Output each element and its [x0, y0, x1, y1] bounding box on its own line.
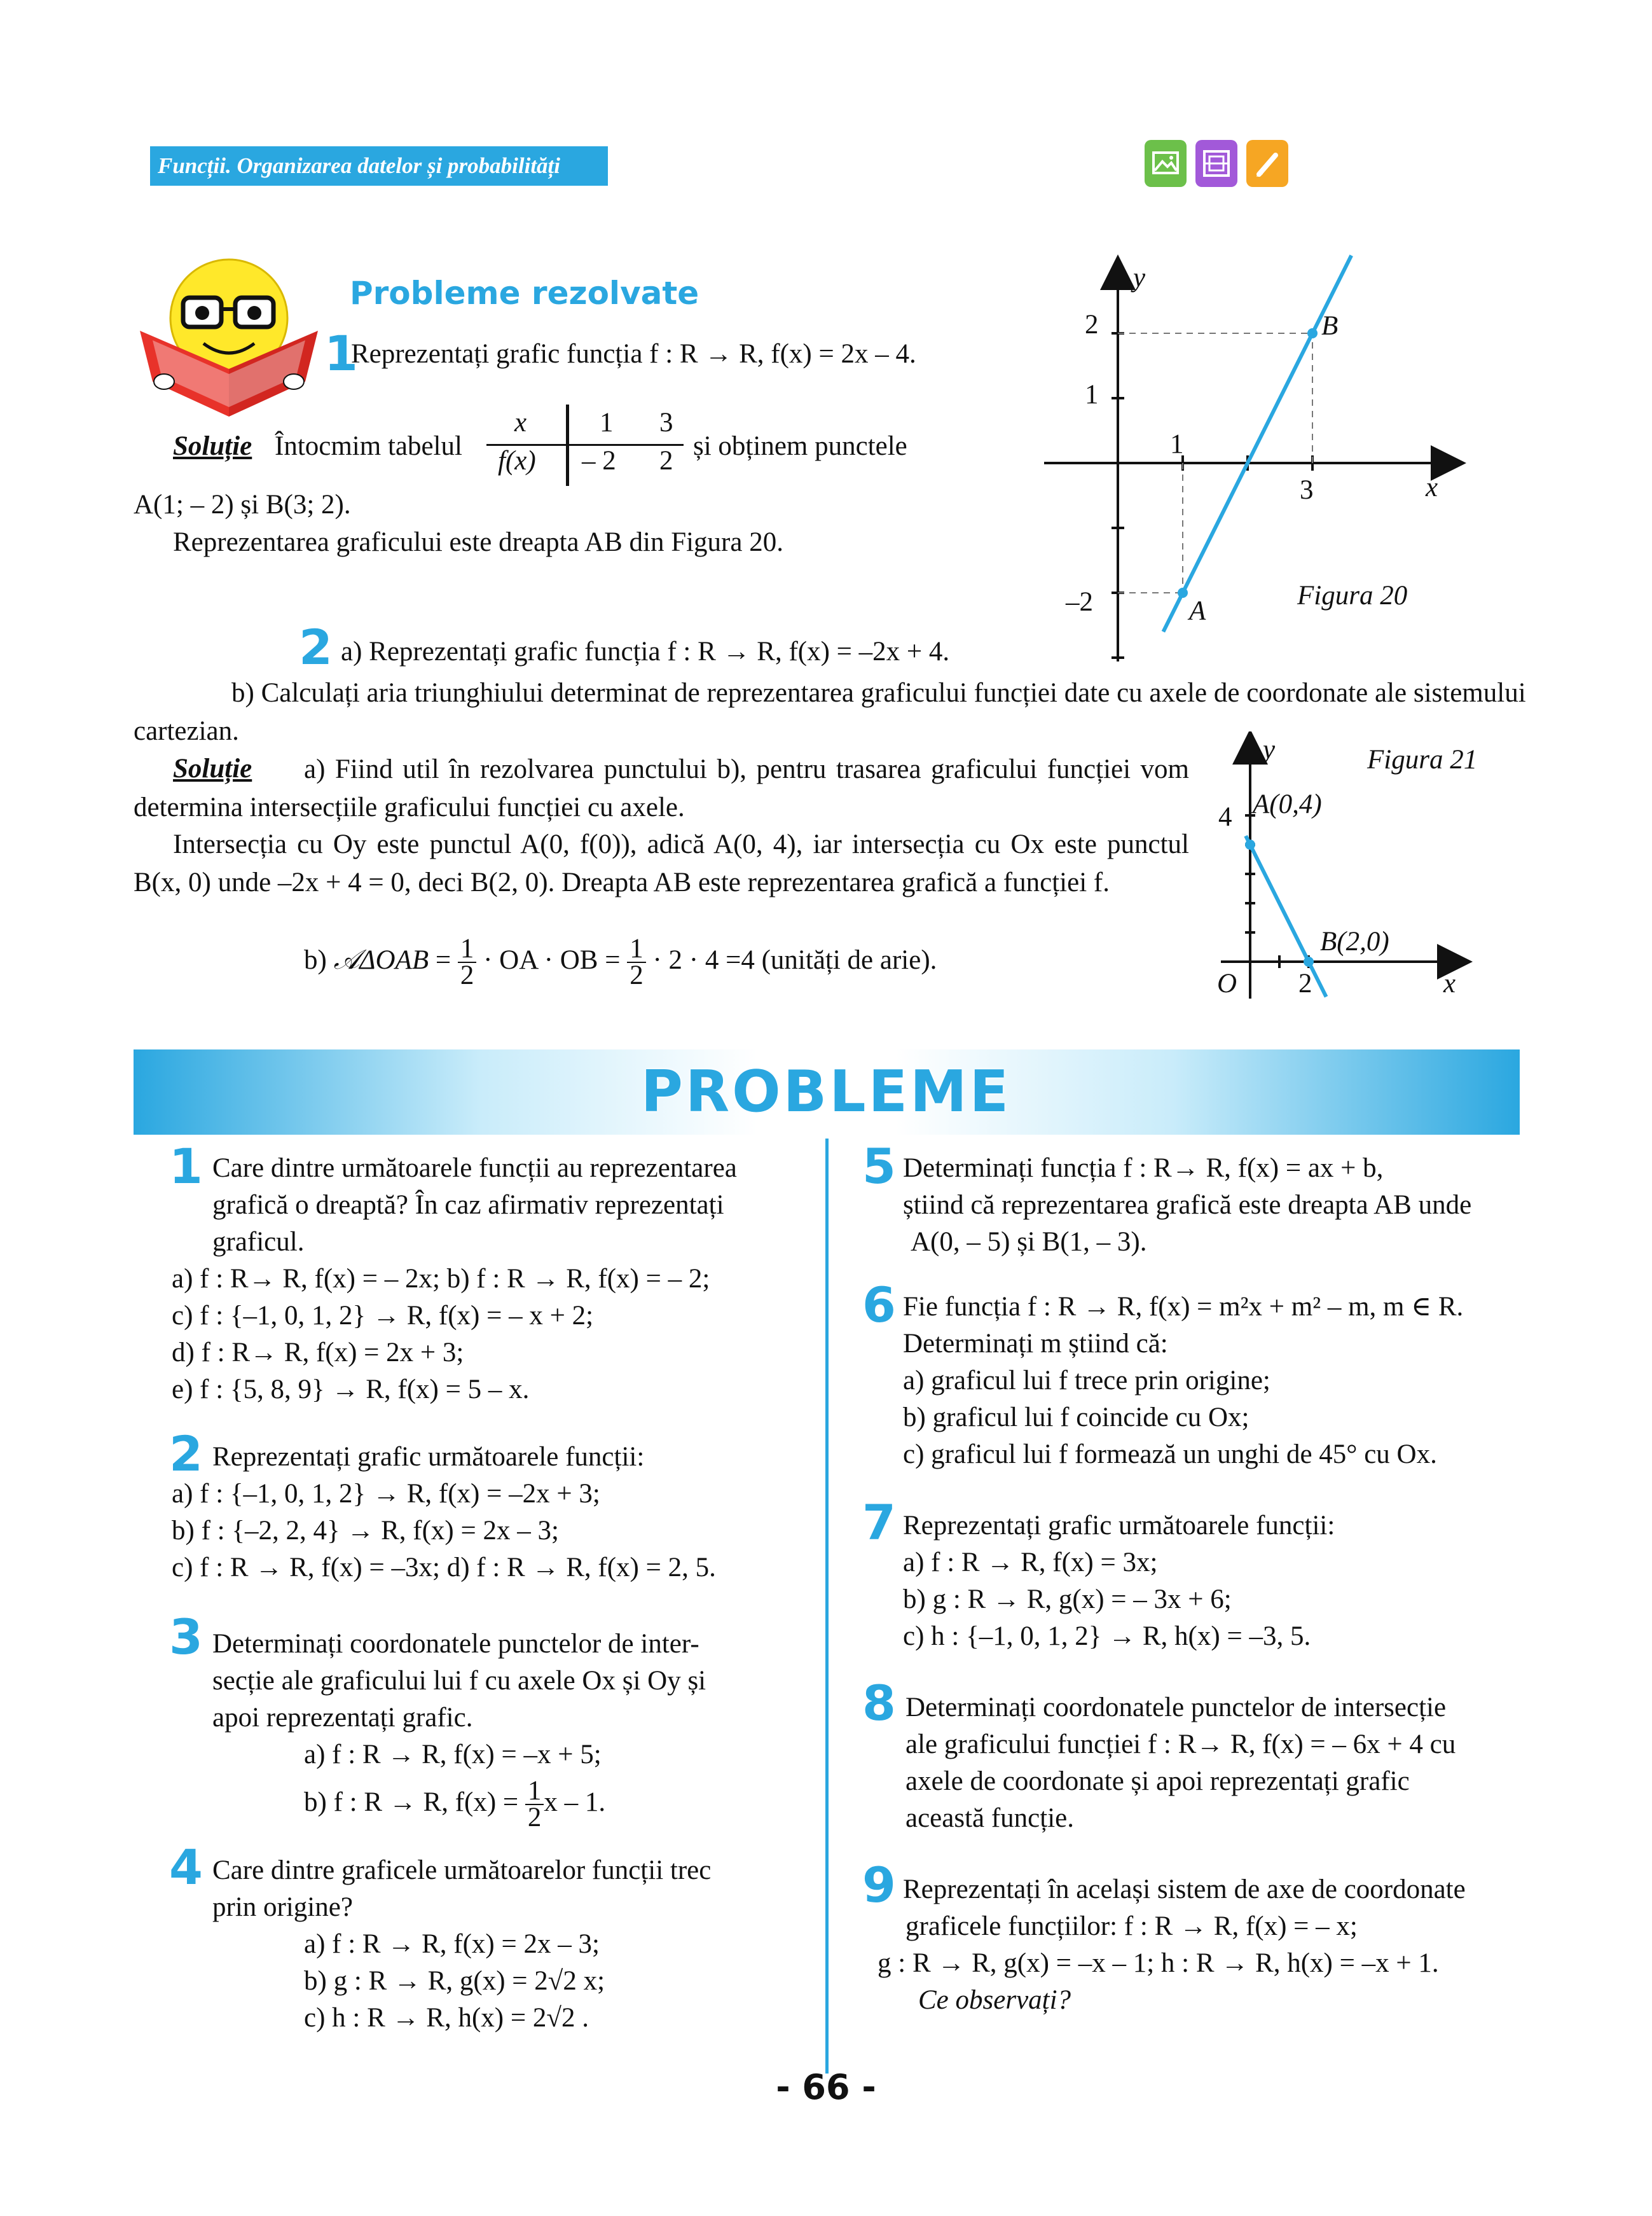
problem-line: Reprezentați grafic următoarele funcții:	[212, 1442, 645, 1472]
fig21-point-b: B(2,0)	[1320, 927, 1389, 957]
problem-number: 1	[324, 325, 358, 382]
fig20-tick-ym2: –2	[1066, 587, 1093, 617]
problem-line: Fie funcția f : R → R, f(x) = m²x + m² – m, m ∈ R.	[903, 1292, 1464, 1322]
page-number: - 66 -	[776, 2067, 876, 2107]
problem-line: e) f : {5, 8, 9} → R, f(x) = 5 – x.	[172, 1375, 530, 1404]
problem-line: c) h : {–1, 0, 1, 2} → R, h(x) = –3, 5.	[903, 1621, 1311, 1651]
film-icon[interactable]	[1195, 140, 1237, 187]
fig21-label-x: x	[1443, 969, 1456, 999]
problem-line: a) f : {–1, 0, 1, 2} → R, f(x) = –2x + 3;	[172, 1479, 600, 1509]
problem-line: a) f : R → R, f(x) = –x + 5;	[304, 1740, 602, 1769]
table-header-fx: f(x)	[498, 446, 536, 476]
table-fx-1: – 2	[582, 446, 616, 476]
solved-problems-title: Probleme rezolvate	[350, 275, 699, 312]
solution-label: Soluție	[173, 754, 252, 784]
table-hline	[486, 444, 684, 446]
problem-line: apoi reprezentați grafic.	[212, 1703, 473, 1733]
fig20-tick-x3: 3	[1300, 475, 1314, 505]
point-a-marker	[1178, 588, 1188, 598]
problem-line: Reprezentați grafic următoarele funcții:	[903, 1511, 1335, 1541]
problem-number: 7	[862, 1494, 896, 1551]
problem-number: 6	[862, 1277, 896, 1333]
problem-line: c) f : R → R, f(x) = –3x; d) f : R → R, f(x) = 2, 5.	[172, 1553, 716, 1582]
problem-line: b) g : R → R, g(x) = – 3x + 6;	[903, 1584, 1232, 1614]
points-text: A(1; – 2) și B(3; 2).	[134, 490, 351, 520]
point-a-marker	[1245, 840, 1255, 850]
problem-line: A(0, – 5) și B(1, – 3).	[911, 1227, 1147, 1257]
fig20-point-a: A	[1189, 596, 1206, 626]
problem-line: această funcție.	[905, 1803, 1074, 1833]
problem-line: graficul.	[212, 1227, 305, 1257]
problem-line: b) f : R → R, f(x) = $\frac{1}{2}$ x – 1.	[304, 1776, 606, 1832]
table-outro: și obținem punctele	[693, 431, 907, 461]
problem-line: știind că reprezentarea grafică este dreapta AB unde	[903, 1190, 1472, 1220]
fig20-label-y: y	[1133, 263, 1146, 293]
problem-statement-b: b) Calculați aria triunghiului determinat de reprezentarea graficului funcției date cu axele de coordonate ale sistemului cartezian.	[134, 678, 1526, 746]
problem-number: 3	[169, 1609, 203, 1665]
chapter-header: Funcții. Organizarea datelor și probabilități	[150, 146, 608, 186]
reading-smiley-icon	[134, 254, 324, 420]
fig21-tick-y4: 4	[1218, 802, 1232, 832]
table-intro: Întocmim tabelul	[275, 431, 462, 461]
problem-8	[865, 1689, 1526, 1837]
solution-part-a: a) Fiind util în rezolvarea punctului b), pentru trasarea graficului funcției vom determina intersecțiile graficului funcției cu axele.	[134, 754, 1189, 822]
fig21-tick-x2: 2	[1298, 969, 1312, 999]
problem-line: g : R → R, g(x) = –x – 1; h : R → R, h(x) = –x + 1.	[878, 1948, 1439, 1978]
problem-3	[134, 1626, 795, 1831]
area-end: · 2 · 4 =4 (unități de arie).	[652, 945, 937, 975]
problem-line: a) f : R → R, f(x) = 3x;	[903, 1548, 1158, 1577]
value-table	[480, 405, 690, 487]
problem-line: axele de coordonate și apoi reprezentați grafic	[905, 1766, 1410, 1796]
problem-5	[865, 1150, 1526, 1261]
table-header-x: x	[514, 408, 527, 438]
fraction: $\frac{1}{2}$	[525, 1778, 544, 1831]
fig20-point-b: B	[1321, 311, 1339, 341]
graph-line	[1246, 836, 1326, 997]
problems-title: PROBLEME	[640, 1058, 1012, 1125]
problem-line: Ce observați?	[918, 1985, 1071, 2015]
problem-statement-a: a) Reprezentați grafic funcția f : R → R, f(x) = –2x + 4.	[341, 637, 950, 667]
problem-line: secție ale graficului lui f cu axele Ox și Oy și	[212, 1666, 706, 1696]
problem-line: Care dintre graficele următoarelor funcții trec	[212, 1855, 712, 1885]
area-symbol: 𝒜ΔOAB	[333, 945, 429, 975]
problem-line: a) graficul lui f trece prin origine;	[903, 1366, 1270, 1395]
problem-4	[134, 1852, 795, 2037]
table-x-2: 3	[659, 408, 673, 438]
problem-number: 1	[169, 1138, 203, 1195]
problem-number: 4	[169, 1839, 203, 1895]
problem-line: prin origine?	[212, 1892, 353, 1922]
problem-number: 9	[862, 1857, 896, 1913]
fig21-label-y: y	[1263, 735, 1276, 765]
problem-line: grafică o dreaptă? În caz afirmativ reprezentați	[212, 1190, 724, 1220]
area-prefix: b)	[304, 945, 327, 975]
solution-label: Soluție	[173, 431, 252, 461]
table-fx-2: 2	[659, 446, 673, 476]
problem-line: Determinați m știind că:	[903, 1329, 1168, 1359]
fraction: $\frac{1}{2}$	[627, 936, 646, 988]
problem-line: b) graficul lui f coincide cu Ox;	[903, 1402, 1249, 1432]
problem-statement: Reprezentați grafic funcția f : R → R, f(x) = 2x – 4.	[351, 339, 916, 369]
problem-line: c) graficul lui f formează un unghi de 45° cu Ox.	[903, 1439, 1437, 1469]
pencil-icon[interactable]	[1246, 140, 1288, 187]
problem-number: 5	[862, 1138, 896, 1195]
problem-line: b) f : {–2, 2, 4} → R, f(x) = 2x – 3;	[172, 1516, 559, 1546]
problem-line: a) f : R→ R, f(x) = – 2x; b) f : R → R, f(x) = – 2;	[172, 1264, 710, 1294]
problem-2	[134, 1439, 795, 1586]
problem-number: 2	[169, 1425, 203, 1482]
solution-part-a-2: Intersecția cu Oy este punctul A(0, f(0)), adică A(0, 4), iar intersecția cu Ox este punctul B(x, 0) unde –2x + 4 = 0, deci B(2, 0). Dreapta AB este reprezentarea grafică a funcției f.	[134, 829, 1189, 897]
problem-line: Determinați funcția f : R→ R, f(x) = ax + b,	[903, 1153, 1384, 1183]
fig20-label-x: x	[1426, 473, 1438, 502]
column-divider	[825, 1139, 829, 2074]
point-b-marker	[1307, 328, 1318, 338]
problem-line: c) h : R → R, h(x) = 2√2 .	[304, 2003, 589, 2033]
problem-line: b) g : R → R, g(x) = 2√2 x;	[304, 1966, 605, 1996]
problem-number: 2	[299, 619, 333, 675]
image-icon[interactable]	[1145, 140, 1187, 187]
problem-line: ale graficului funcției f : R→ R, f(x) = – 6x + 4 cu	[905, 1729, 1456, 1759]
problem-1	[134, 1150, 795, 1408]
problem-7	[865, 1507, 1526, 1655]
problem-number: 8	[862, 1675, 896, 1731]
conclusion-text: Reprezentarea graficului este dreapta AB din Figura 20.	[173, 527, 783, 557]
fraction: $\frac{1}{2}$	[458, 936, 477, 988]
area-mid: · OA · OB =	[483, 945, 621, 975]
problem-line: a) f : R → R, f(x) = 2x – 3;	[304, 1929, 600, 1959]
problem-line: graficele funcțiilor: f : R → R, f(x) = – x;	[905, 1911, 1358, 1941]
problem-9	[865, 1871, 1526, 2019]
fig21-point-a: A(0,4)	[1253, 789, 1322, 819]
fig20-tick-x1: 1	[1170, 429, 1184, 459]
fig20-tick-y1: 1	[1085, 380, 1099, 410]
problem-line: Care dintre următoarele funcții au reprezentarea	[212, 1153, 737, 1183]
fig21-caption: Figura 21	[1367, 745, 1478, 775]
problem-line: Determinați coordonatele punctelor de intersecție	[905, 1693, 1447, 1722]
table-x-1: 1	[600, 408, 614, 438]
fig21-origin: O	[1217, 969, 1237, 999]
problem-line: c) f : {–1, 0, 1, 2} → R, f(x) = – x + 2;	[172, 1301, 594, 1331]
fig20-tick-y2: 2	[1085, 310, 1099, 340]
problem-line: Reprezentați în același sistem de axe de coordonate	[903, 1874, 1466, 1904]
problem-line: Determinați coordonatele punctelor de inter-	[212, 1629, 699, 1659]
problem-6	[865, 1289, 1526, 1473]
problem-line: d) f : R→ R, f(x) = 2x + 3;	[172, 1338, 464, 1368]
fig20-caption: Figura 20	[1297, 581, 1408, 611]
area-formula: b) 𝒜ΔOAB = $\frac{1}{2}$ · OA · OB = $\frac{1}{2}$ · 2 · 4 =4 (unități de arie).	[304, 934, 937, 990]
